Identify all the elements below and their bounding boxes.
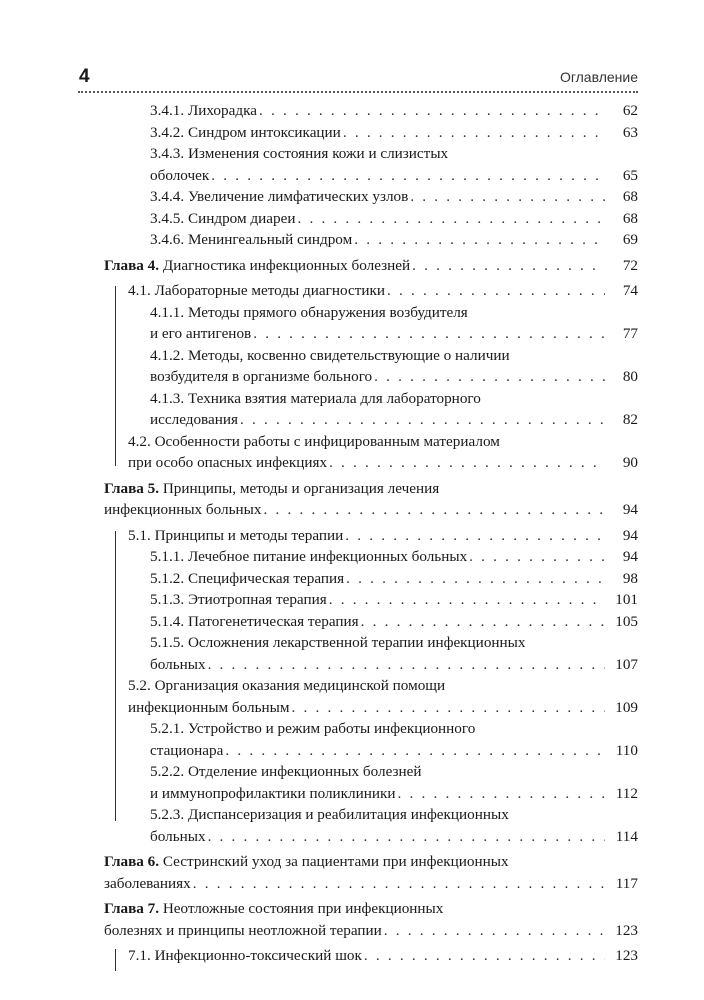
toc-entry-title: 5.2.1. Устройство и режим работы инфекционного — [150, 720, 476, 737]
dot-leader — [240, 409, 605, 431]
toc-entry — [104, 280, 638, 302]
toc-page-number: 69 — [622, 231, 638, 248]
toc-page-number: 63 — [622, 123, 638, 141]
toc-page-number: 90 — [622, 454, 638, 471]
header-rule — [78, 91, 638, 93]
toc-entry-title-continued: больных — [150, 655, 206, 673]
toc-entry-title: 5.1.2. Специфическая терапия — [150, 569, 345, 587]
toc-chapter — [104, 851, 638, 894]
dot-leader — [469, 546, 605, 568]
dot-leader — [259, 100, 605, 122]
toc-entry — [104, 945, 638, 967]
toc-entry — [104, 761, 638, 804]
toc-entry — [104, 632, 638, 675]
running-title: Оглавление — [559, 69, 638, 85]
table-of-contents — [104, 100, 638, 967]
dot-leader — [253, 323, 605, 345]
toc-entry — [104, 431, 638, 474]
toc-page-number: 112 — [615, 784, 638, 802]
dot-leader — [263, 499, 605, 521]
toc-page-number: 101 — [615, 591, 638, 608]
toc-entry — [104, 589, 638, 611]
dot-leader — [208, 826, 605, 848]
dot-leader — [410, 186, 605, 208]
chapter-label: Глава 5. — [104, 479, 160, 497]
toc-entry — [104, 568, 638, 590]
toc-page-number: 77 — [622, 325, 638, 342]
toc-page-number: 105 — [615, 612, 638, 630]
toc-page-number: 94 — [622, 501, 638, 518]
toc-page-number: 117 — [615, 874, 638, 892]
toc-page-number: 82 — [622, 411, 638, 428]
toc-page-number: 123 — [615, 921, 638, 939]
dot-leader — [384, 920, 605, 942]
page-number: 4 — [79, 66, 90, 87]
toc-entry-title: Принципы, методы и организация лечения — [159, 479, 440, 497]
toc-entry-title-continued: исследования — [150, 411, 239, 428]
toc-entry-title-continued: и иммунопрофилактики поликлиники — [150, 784, 396, 802]
chapter-label: Глава 4. — [104, 256, 160, 274]
toc-entry — [104, 388, 638, 431]
toc-entry-title: 4.1.1. Методы прямого обнаружения возбудителя — [150, 303, 468, 321]
toc-entry-title-continued: при особо опасных инфекциях — [128, 454, 328, 471]
dot-leader — [345, 525, 605, 547]
toc-entry — [104, 302, 638, 345]
toc-page-number: 62 — [622, 102, 638, 119]
dot-leader — [211, 165, 605, 187]
dot-leader — [374, 366, 605, 388]
toc-entry — [104, 675, 638, 718]
toc-page-number: 109 — [615, 698, 638, 716]
toc-entry-title: 3.4.4. Увеличение лимфатических узлов — [150, 188, 409, 205]
dot-leader — [398, 783, 605, 805]
dot-leader — [329, 589, 605, 611]
toc-entry — [104, 122, 638, 144]
toc-entry-title-continued: заболеваниях — [104, 874, 191, 892]
dot-leader — [364, 945, 605, 967]
toc-entry — [104, 525, 638, 547]
toc-entry-title: 3.4.1. Лихорадка — [150, 102, 257, 119]
dot-leader — [412, 255, 605, 277]
toc-entry-title-continued: стационара — [150, 741, 224, 759]
toc-entry — [104, 208, 638, 230]
dot-leader — [361, 611, 605, 633]
toc-page-number: 94 — [622, 548, 638, 565]
toc-entry-title-continued: оболочек — [150, 166, 210, 184]
dot-leader — [208, 654, 605, 676]
toc-entry-title: 4.1.2. Методы, косвенно свидетельствующие о наличии — [150, 346, 510, 364]
toc-entry-title: 3.4.3. Изменения состояния кожи и слизистых — [150, 145, 449, 162]
toc-entry-title: 4.1. Лабораторные методы диагностики — [128, 282, 385, 299]
toc-page-number: 68 — [622, 209, 638, 227]
toc-chapter — [104, 898, 638, 941]
dot-leader — [292, 697, 605, 719]
dot-leader — [193, 873, 605, 895]
toc-entry-title: 3.4.6. Менингеальный синдром — [150, 231, 353, 248]
toc-page-number: 110 — [615, 741, 638, 759]
toc-entry — [104, 611, 638, 633]
chapter-label: Глава 6. — [104, 853, 160, 870]
toc-page-number: 72 — [622, 256, 638, 274]
dot-leader — [225, 740, 605, 762]
toc-entry-title-continued: болезнях и принципы неотложной терапии — [104, 921, 382, 939]
toc-entry-title: Диагностика инфекционных болезней — [159, 256, 411, 274]
toc-entry-title: 5.1.4. Патогенетическая терапия — [150, 612, 359, 630]
toc-entry-title: 5.1.3. Этиотропная терапия — [150, 591, 327, 608]
toc-entry-title: 5.2.3. Диспансеризация и реабилитация инфекционных — [150, 806, 509, 823]
chapter-label: Глава 7. — [104, 900, 160, 917]
toc-entry-title-continued: инфекционных больных — [104, 501, 262, 518]
toc-entry-title: 5.1. Принципы и методы терапии — [128, 526, 344, 544]
toc-entry-title: Неотложные состояния при инфекционных — [159, 900, 444, 917]
toc-entry-title: 3.4.2. Синдром интоксикации — [150, 123, 341, 141]
toc-entry-title: 4.2. Особенности работы с инфицированным материалом — [128, 432, 500, 450]
dot-leader — [343, 122, 605, 144]
toc-page-number: 114 — [615, 827, 638, 845]
toc-entry — [104, 100, 638, 122]
toc-entry — [104, 143, 638, 186]
toc-entry-title: 7.1. Инфекционно-токсический шок — [128, 947, 362, 964]
toc-page-number: 65 — [622, 166, 638, 184]
toc-page-number: 68 — [622, 188, 638, 205]
toc-entry — [104, 718, 638, 761]
dot-leader — [297, 208, 605, 230]
toc-page-number: 98 — [622, 569, 638, 587]
toc-entry — [104, 229, 638, 251]
toc-entry-title: 5.2. Организация оказания медицинской помощи — [128, 677, 446, 694]
toc-chapter — [104, 478, 638, 521]
toc-entry-title-continued: инфекционным больным — [128, 698, 290, 716]
dot-leader — [354, 229, 605, 251]
dot-leader — [387, 280, 605, 302]
toc-page-number: 107 — [615, 655, 638, 673]
dot-leader — [346, 568, 605, 590]
toc-page-number: 123 — [615, 947, 638, 964]
toc-entry-title: Сестринский уход за пациентами при инфекционных — [159, 853, 509, 870]
toc-entry-title: 3.4.5. Синдром диареи — [150, 209, 296, 227]
toc-entry-title: 5.1.1. Лечебное питание инфекционных больных — [150, 548, 468, 565]
toc-entry-title-continued: больных — [150, 827, 206, 845]
toc-page-number: 74 — [622, 282, 638, 299]
toc-chapter — [104, 255, 638, 277]
dot-leader — [329, 452, 605, 474]
toc-entry-title: 5.1.5. Осложнения лекарственной терапии инфекционных — [150, 634, 526, 651]
toc-entry — [104, 345, 638, 388]
toc-entry-title: 4.1.3. Техника взятия материала для лабораторного — [150, 389, 481, 407]
toc-entry — [104, 804, 638, 847]
toc-entry-title: 5.2.2. Отделение инфекционных болезней — [150, 763, 422, 780]
toc-page-number: 80 — [622, 368, 638, 385]
toc-entry — [104, 186, 638, 208]
toc-entry — [104, 546, 638, 568]
toc-page-number: 94 — [622, 526, 638, 544]
toc-entry-title-continued: и его антигенов — [150, 325, 252, 342]
toc-entry-title-continued: возбудителя в организме больного — [150, 368, 373, 385]
